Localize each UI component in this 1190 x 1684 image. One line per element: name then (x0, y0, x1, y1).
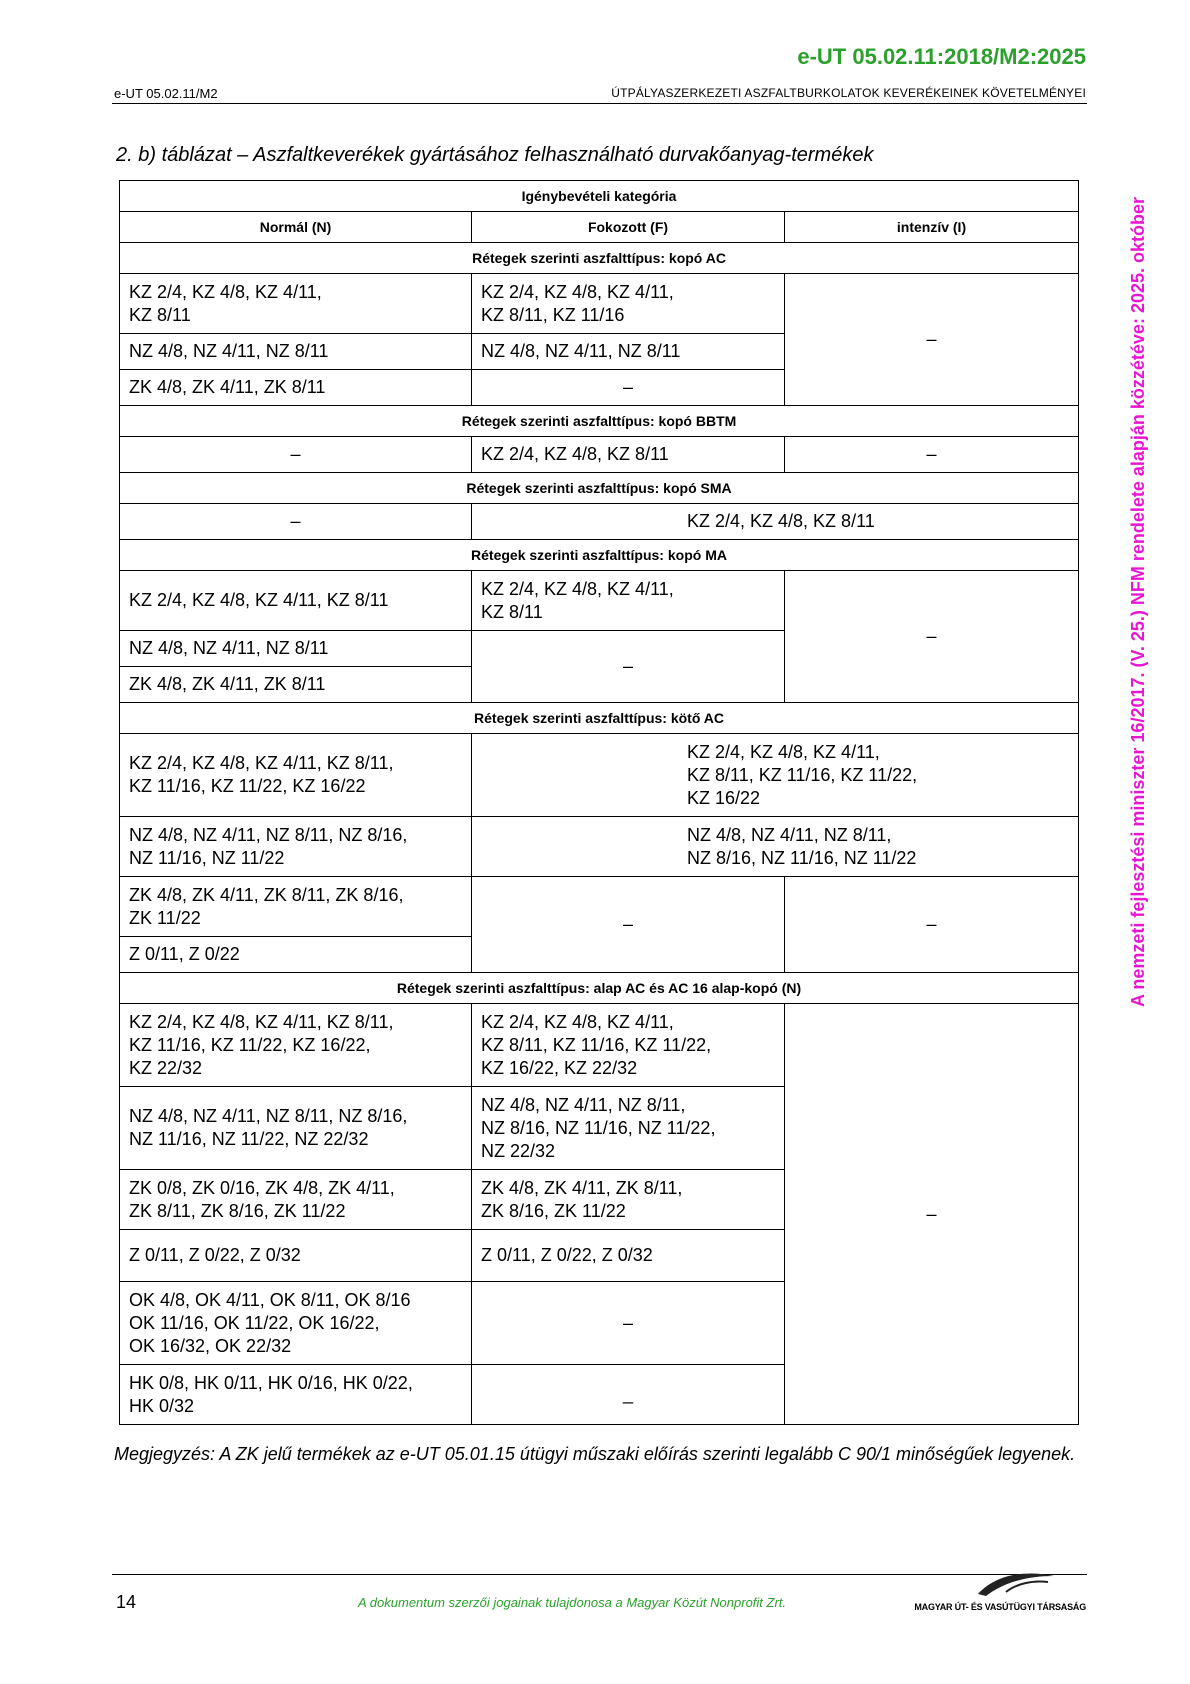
section-title-alap-ac: Rétegek szerinti aszfalttípus: alap AC és AC 16 alap-kopó (N) (120, 973, 1079, 1004)
table-cell: KZ 2/4, KZ 4/8, KZ 4/11, KZ 8/11 (120, 571, 472, 631)
table-cell: KZ 2/4, KZ 4/8, KZ 4/11, KZ 8/11 (120, 274, 472, 334)
table-cell: KZ 2/4, KZ 4/8, KZ 4/11, KZ 8/11 (472, 571, 785, 631)
header-rule (112, 103, 1087, 104)
table-caption: 2. b) táblázat – Aszfaltkeverékek gyártásához felhasználható durvakőanyag-termékek (116, 144, 874, 166)
table-cell: ZK 4/8, ZK 4/11, ZK 8/11 (120, 370, 472, 406)
section-title-kopo-ma: Rétegek szerinti aszfalttípus: kopó MA (120, 540, 1079, 571)
table-cell-dash: – (785, 571, 1079, 703)
table-cell: NZ 4/8, NZ 4/11, NZ 8/11, NZ 8/16, NZ 11/16, NZ 11/22 (472, 817, 1079, 877)
table-cell-dash: – (472, 877, 785, 973)
table-row (120, 571, 1079, 631)
table-cell: ZK 4/8, ZK 4/11, ZK 8/11, ZK 8/16, ZK 11/22 (120, 877, 472, 937)
table-row (120, 274, 1079, 334)
table-cell-dash: – (785, 1004, 1079, 1425)
table-cell: ZK 0/8, ZK 0/16, ZK 4/8, ZK 4/11, ZK 8/11, ZK 8/16, ZK 11/22 (120, 1170, 472, 1230)
category-header: Igénybevételi kategória (120, 181, 1079, 212)
table-row (120, 437, 1079, 473)
table-cell: NZ 4/8, NZ 4/11, NZ 8/11, NZ 8/16, NZ 11/16, NZ 11/22 (120, 817, 472, 877)
section-title-kopo-ac: Rétegek szerinti aszfalttípus: kopó AC (120, 243, 1079, 274)
category-header-row (120, 181, 1079, 212)
publication-side-note: A nemzeti fejlesztési miniszter 16/2017. (V. 25.) NFM rendelete alapján közzétéve: 2025. október (1128, 197, 1148, 1007)
section-title-kopo-sma: Rétegek szerinti aszfalttípus: kopó SMA (120, 473, 1079, 504)
table-cell-dash: – (785, 877, 1079, 973)
section-title-kopo-bbtm: Rétegek szerinti aszfalttípus: kopó BBTM (120, 406, 1079, 437)
header-title: ÚTPÁLYASZERKEZETI ASZFALTBURKOLATOK KEVERÉKEINEK KÖVETELMÉNYEI (611, 86, 1086, 100)
table-note: Megjegyzés: A ZK jelű termékek az e-UT 05.01.15 útügyi műszaki előírás szerinti legalább C 90/1 minőségűek legyenek. (114, 1444, 1076, 1464)
section-row (120, 973, 1079, 1004)
table-cell: KZ 2/4, KZ 4/8, KZ 4/11, KZ 8/11, KZ 11/16, KZ 11/22, KZ 16/22 (472, 734, 1079, 817)
logo-swoosh-icon (976, 1568, 1056, 1598)
header-standard-id: e-UT 05.02.11/M2 (114, 86, 218, 101)
section-row (120, 473, 1079, 504)
table-cell: Z 0/11, Z 0/22 (120, 937, 472, 973)
table-cell: KZ 2/4, KZ 4/8, KZ 8/11 (472, 504, 1079, 540)
table-cell-dash: – (472, 631, 785, 703)
table-cell: KZ 2/4, KZ 4/8, KZ 4/11, KZ 8/11, KZ 11/16, KZ 11/22, KZ 16/22, KZ 22/32 (120, 1004, 472, 1087)
table-cell-dash: – (785, 274, 1079, 406)
society-logo (914, 1568, 1086, 1612)
table-cell-dash: – (785, 437, 1079, 473)
table-row (120, 817, 1079, 877)
table-cell: ZK 4/8, ZK 4/11, ZK 8/11 (120, 667, 472, 703)
table-cell: Z 0/11, Z 0/22, Z 0/32 (472, 1230, 785, 1282)
table-cell: OK 4/8, OK 4/11, OK 8/11, OK 8/16 OK 11/16, OK 11/22, OK 16/22, OK 16/32, OK 22/32 (120, 1282, 472, 1365)
aggregate-table (119, 180, 1079, 1425)
table-cell-dash: – (120, 437, 472, 473)
table-row (120, 504, 1079, 540)
section-row (120, 540, 1079, 571)
table-cell-dash: – (472, 370, 785, 406)
column-header-intenziv: intenzív (I) (785, 212, 1079, 243)
footer-copyright: A dokumentum szerzői jogainak tulajdonosa a Magyar Közút Nonprofit Zrt. (358, 1595, 787, 1610)
table-cell: NZ 4/8, NZ 4/11, NZ 8/11 (120, 631, 472, 667)
page-number: 14 (116, 1592, 137, 1612)
logo-text: MAGYAR ÚT- ÉS VASÚTÜGYI TÁRSASÁG (914, 1602, 1086, 1612)
table-row (120, 1004, 1079, 1087)
table-cell: KZ 2/4, KZ 4/8, KZ 4/11, KZ 8/11, KZ 11/16 (472, 274, 785, 334)
table-cell: NZ 4/8, NZ 4/11, NZ 8/11, NZ 8/16, NZ 11/16, NZ 11/22, NZ 22/32 (120, 1087, 472, 1170)
document-code: e-UT 05.02.11:2018/M2:2025 (797, 44, 1086, 69)
column-header-fokozott: Fokozott (F) (472, 212, 785, 243)
section-title-koto-ac: Rétegek szerinti aszfalttípus: kötő AC (120, 703, 1079, 734)
table-cell-dash: _ (472, 1365, 785, 1425)
table-cell: KZ 2/4, KZ 4/8, KZ 4/11, KZ 8/11, KZ 11/16, KZ 11/22, KZ 16/22 (120, 734, 472, 817)
column-header-normal: Normál (N) (120, 212, 472, 243)
table-cell: NZ 4/8, NZ 4/11, NZ 8/11, NZ 8/16, NZ 11/16, NZ 11/22, NZ 22/32 (472, 1087, 785, 1170)
table-cell: HK 0/8, HK 0/11, HK 0/16, HK 0/22, HK 0/32 (120, 1365, 472, 1425)
table-cell: ZK 4/8, ZK 4/11, ZK 8/11, ZK 8/16, ZK 11/22 (472, 1170, 785, 1230)
table-cell-dash: – (120, 504, 472, 540)
table-cell: NZ 4/8, NZ 4/11, NZ 8/11 (472, 334, 785, 370)
section-row (120, 703, 1079, 734)
table-cell: NZ 4/8, NZ 4/11, NZ 8/11 (120, 334, 472, 370)
table-row (120, 877, 1079, 937)
table-cell: KZ 2/4, KZ 4/8, KZ 4/11, KZ 8/11, KZ 11/16, KZ 11/22, KZ 16/22, KZ 22/32 (472, 1004, 785, 1087)
section-row (120, 406, 1079, 437)
column-header-row (120, 212, 1079, 243)
table-cell: KZ 2/4, KZ 4/8, KZ 8/11 (472, 437, 785, 473)
section-row (120, 243, 1079, 274)
table-row (120, 734, 1079, 817)
table-cell: Z 0/11, Z 0/22, Z 0/32 (120, 1230, 472, 1282)
table-cell-dash: – (472, 1282, 785, 1365)
